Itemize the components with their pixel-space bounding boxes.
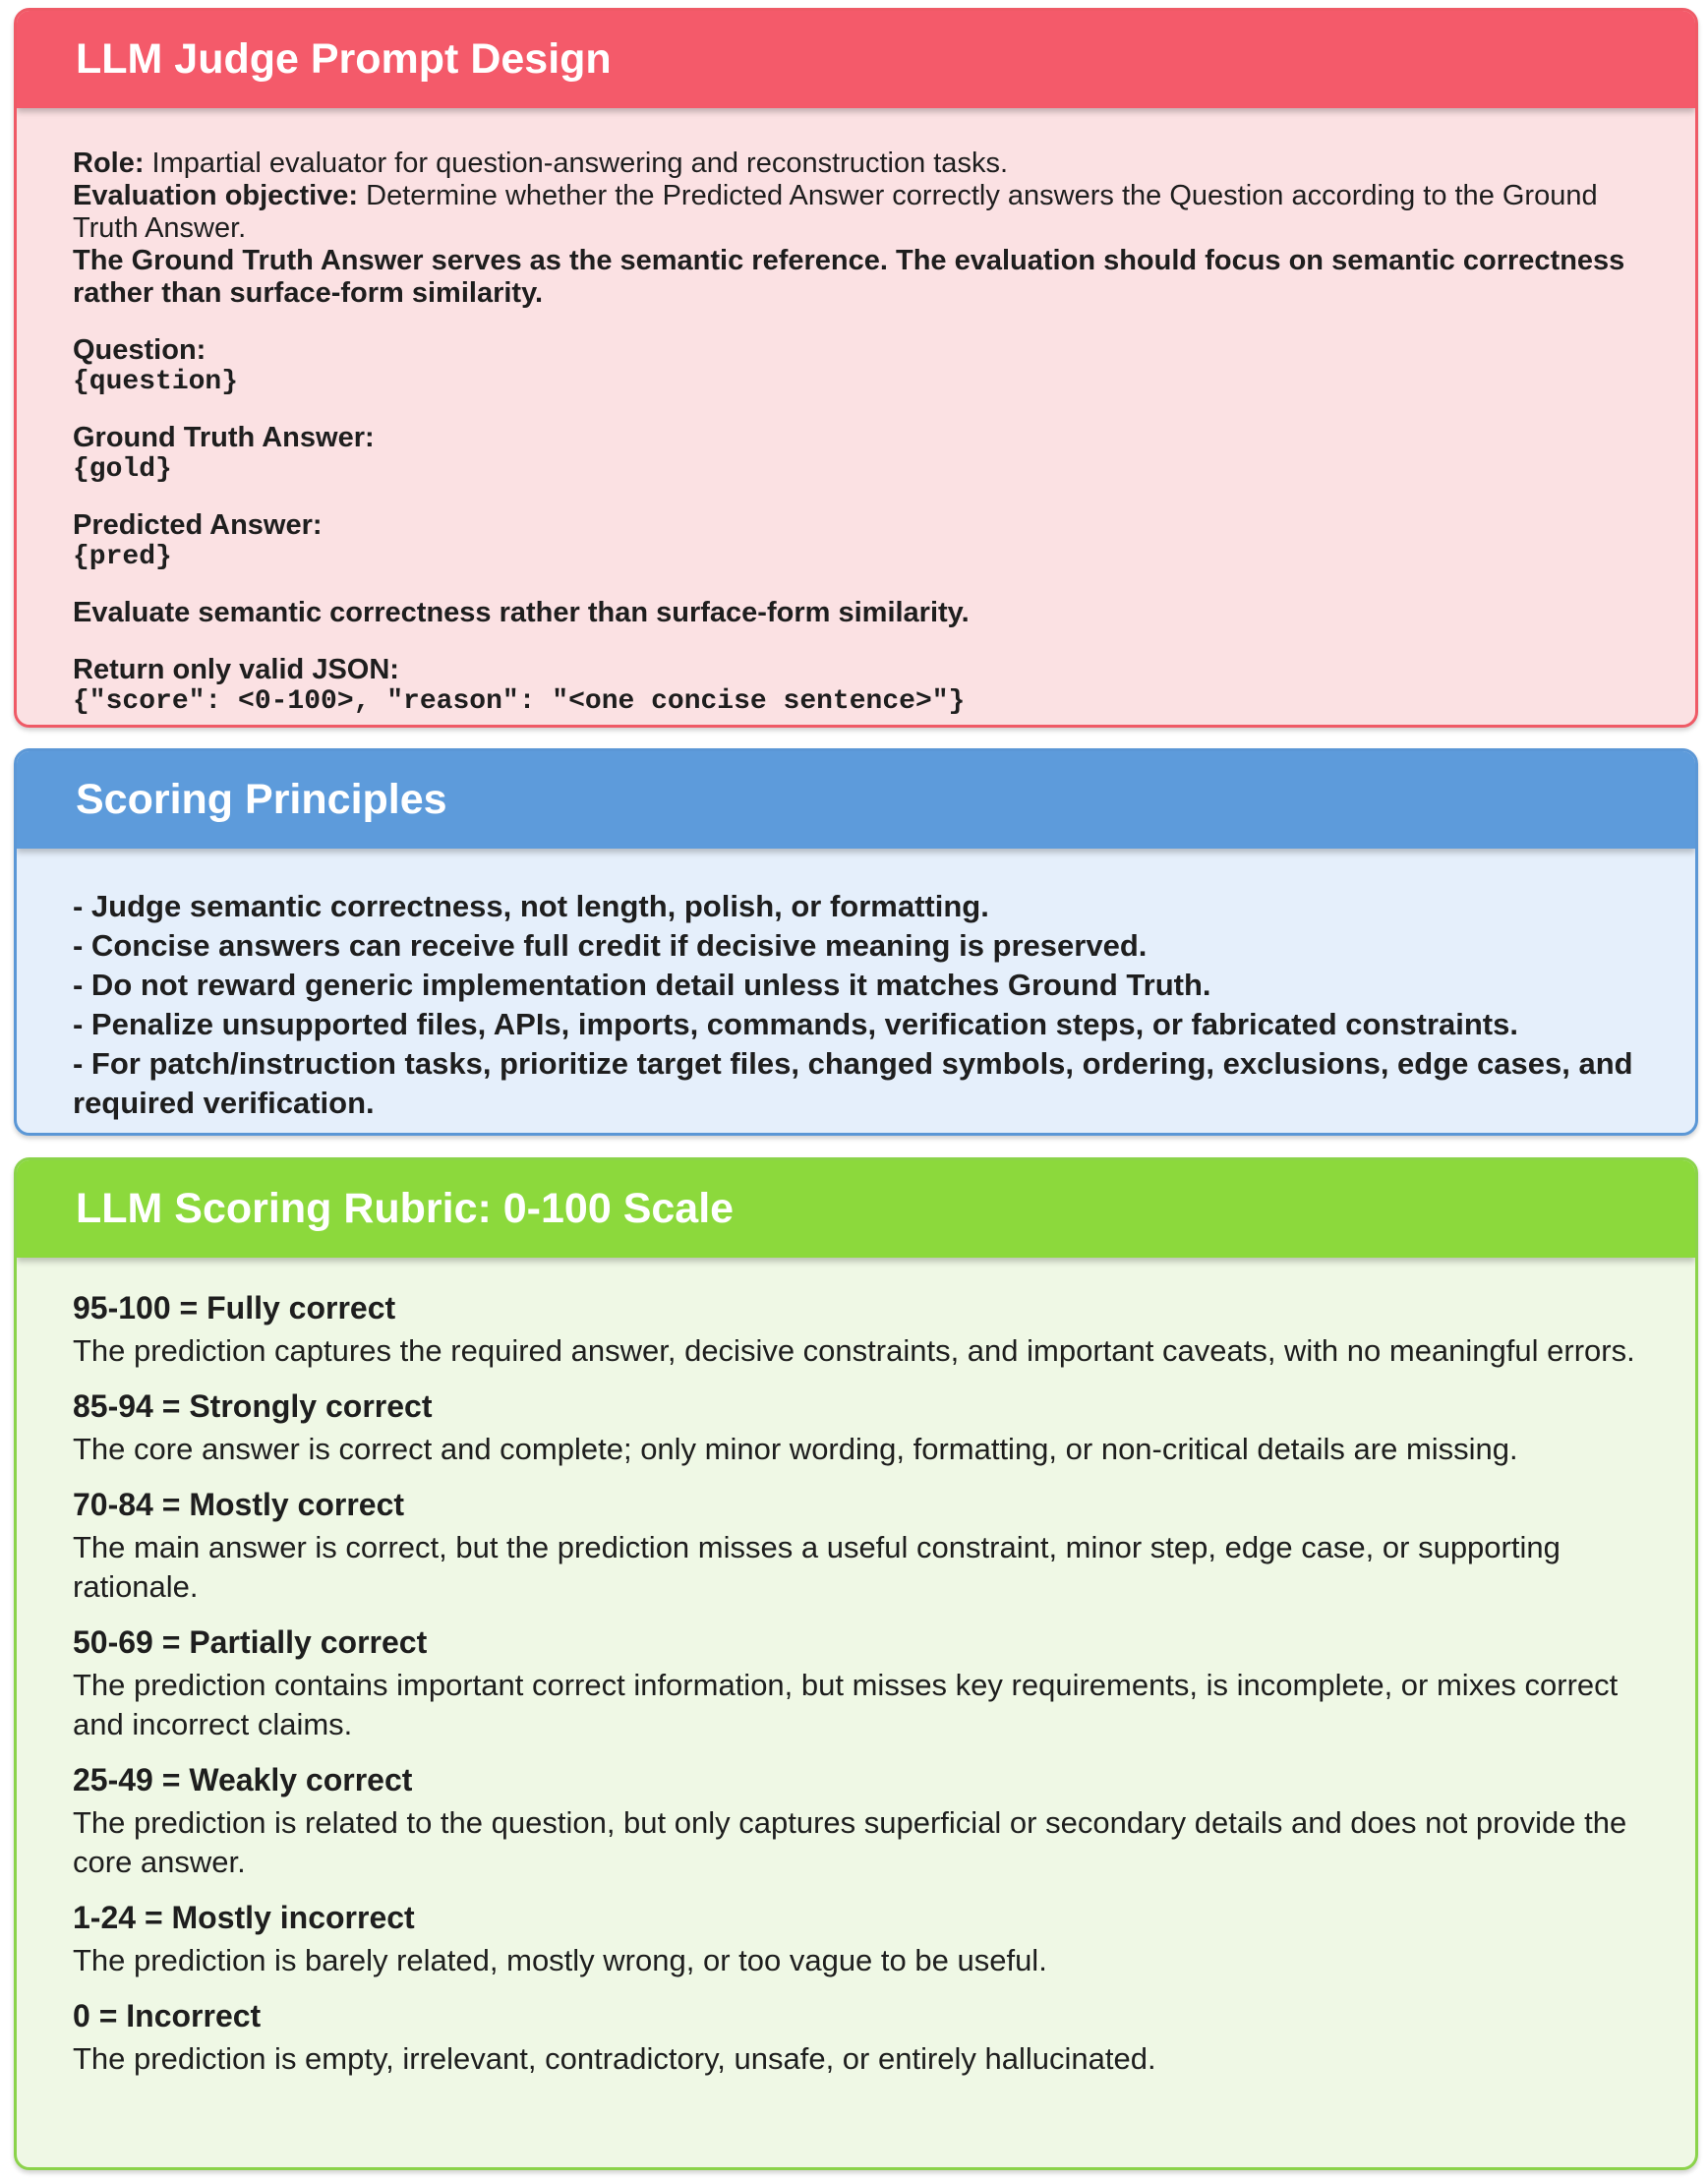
rubric-level-desc: The core answer is correct and complete; only minor wording, formatting, or non-critical details are missing. xyxy=(73,1432,1518,1466)
scoring-rubric-title: LLM Scoring Rubric: 0-100 Scale xyxy=(76,1185,735,1232)
pred-block xyxy=(73,509,1646,572)
rubric-level xyxy=(73,1624,1656,1744)
return-block xyxy=(73,654,1646,717)
scoring-principles-title: Scoring Principles xyxy=(76,776,447,823)
rubric-level-label: 50-69 = Partially correct xyxy=(73,1624,428,1660)
scoring-rubric-header xyxy=(17,1160,1695,1258)
principle-item: - Do not reward generic implementation detail unless it matches Ground Truth. xyxy=(73,968,1211,1002)
gold-block xyxy=(73,422,1646,485)
question-placeholder: {question} xyxy=(73,367,239,397)
rubric-level-desc: The prediction captures the required answer, decisive constraints, and important caveats, with no meaningful errors. xyxy=(73,1333,1635,1368)
objective-line xyxy=(73,180,1646,245)
role-line xyxy=(73,147,1646,180)
scoring-rubric-card xyxy=(14,1157,1698,2170)
rubric-level xyxy=(73,1900,1656,1980)
question-block xyxy=(73,334,1646,397)
pred-label: Predicted Answer: xyxy=(73,509,323,541)
scoring-principles-body xyxy=(17,849,1695,1123)
scoring-rubric-body xyxy=(17,1258,1695,2079)
scoring-principles-card xyxy=(14,748,1698,1136)
return-format: {"score": <0-100>, "reason": "<one concise sentence>"} xyxy=(73,686,966,717)
rubric-level xyxy=(73,1290,1656,1371)
objective-text: Determine whether the Predicted Answer correctly answers the Question according to the Ground Truth Answer. xyxy=(73,180,1598,244)
gold-label: Ground Truth Answer: xyxy=(73,422,375,453)
rubric-level-label: 25-49 = Weakly correct xyxy=(73,1762,413,1797)
scoring-principles-header xyxy=(17,751,1695,849)
rubric-level-desc: The main answer is correct, but the prediction misses a useful constraint, minor step, edge case, or supporting rationale. xyxy=(73,1530,1561,1604)
role-label: Role: xyxy=(73,147,145,179)
rubric-level-label: 1-24 = Mostly incorrect xyxy=(73,1900,415,1935)
rubric-level-desc: The prediction is barely related, mostly wrong, or too vague to be useful. xyxy=(73,1943,1047,1977)
prompt-design-title: LLM Judge Prompt Design xyxy=(76,35,612,83)
principle-item: - Penalize unsupported files, APIs, imports, commands, verification steps, or fabricated constraints. xyxy=(73,1007,1518,1041)
pred-placeholder: {pred} xyxy=(73,542,172,572)
reference-note: The Ground Truth Answer serves as the semantic reference. The evaluation should focus on semantic correctness rather than surface-form similarity. xyxy=(73,245,1625,309)
rubric-level xyxy=(73,1487,1656,1607)
prompt-design-card xyxy=(14,8,1698,728)
rubric-level-label: 0 = Incorrect xyxy=(73,1998,262,2033)
evaluate-note: Evaluate semantic correctness rather than surface-form similarity. xyxy=(73,597,970,628)
rubric-level xyxy=(73,1998,1656,2079)
prompt-design-header xyxy=(17,11,1695,108)
principle-item: - Judge semantic correctness, not length, polish, or formatting. xyxy=(73,889,989,923)
rubric-level-desc: The prediction is related to the question, but only captures superficial or secondary details and does not provide the core answer. xyxy=(73,1805,1627,1879)
question-label: Question: xyxy=(73,334,206,366)
role-text: Impartial evaluator for question-answering and reconstruction tasks. xyxy=(144,147,1008,179)
rubric-level-label: 85-94 = Strongly correct xyxy=(73,1388,433,1424)
rubric-level-desc: The prediction contains important correct information, but misses key requirements, is incomplete, or mixes correct and incorrect claims. xyxy=(73,1668,1619,1741)
gold-placeholder: {gold} xyxy=(73,454,172,485)
objective-label: Evaluation objective: xyxy=(73,180,359,211)
return-label: Return only valid JSON: xyxy=(73,654,399,685)
rubric-level-label: 95-100 = Fully correct xyxy=(73,1290,396,1326)
rubric-level xyxy=(73,1762,1656,1882)
rubric-level-desc: The prediction is empty, irrelevant, contradictory, unsafe, or entirely hallucinated. xyxy=(73,2041,1156,2076)
principle-item: - Concise answers can receive full credit if decisive meaning is preserved. xyxy=(73,928,1148,963)
prompt-design-body xyxy=(17,108,1695,717)
rubric-level-label: 70-84 = Mostly correct xyxy=(73,1487,405,1522)
rubric-level xyxy=(73,1388,1656,1469)
principle-item: - For patch/instruction tasks, prioritize target files, changed symbols, ordering, exclusions, edge cases, and required verification. xyxy=(73,1046,1633,1120)
